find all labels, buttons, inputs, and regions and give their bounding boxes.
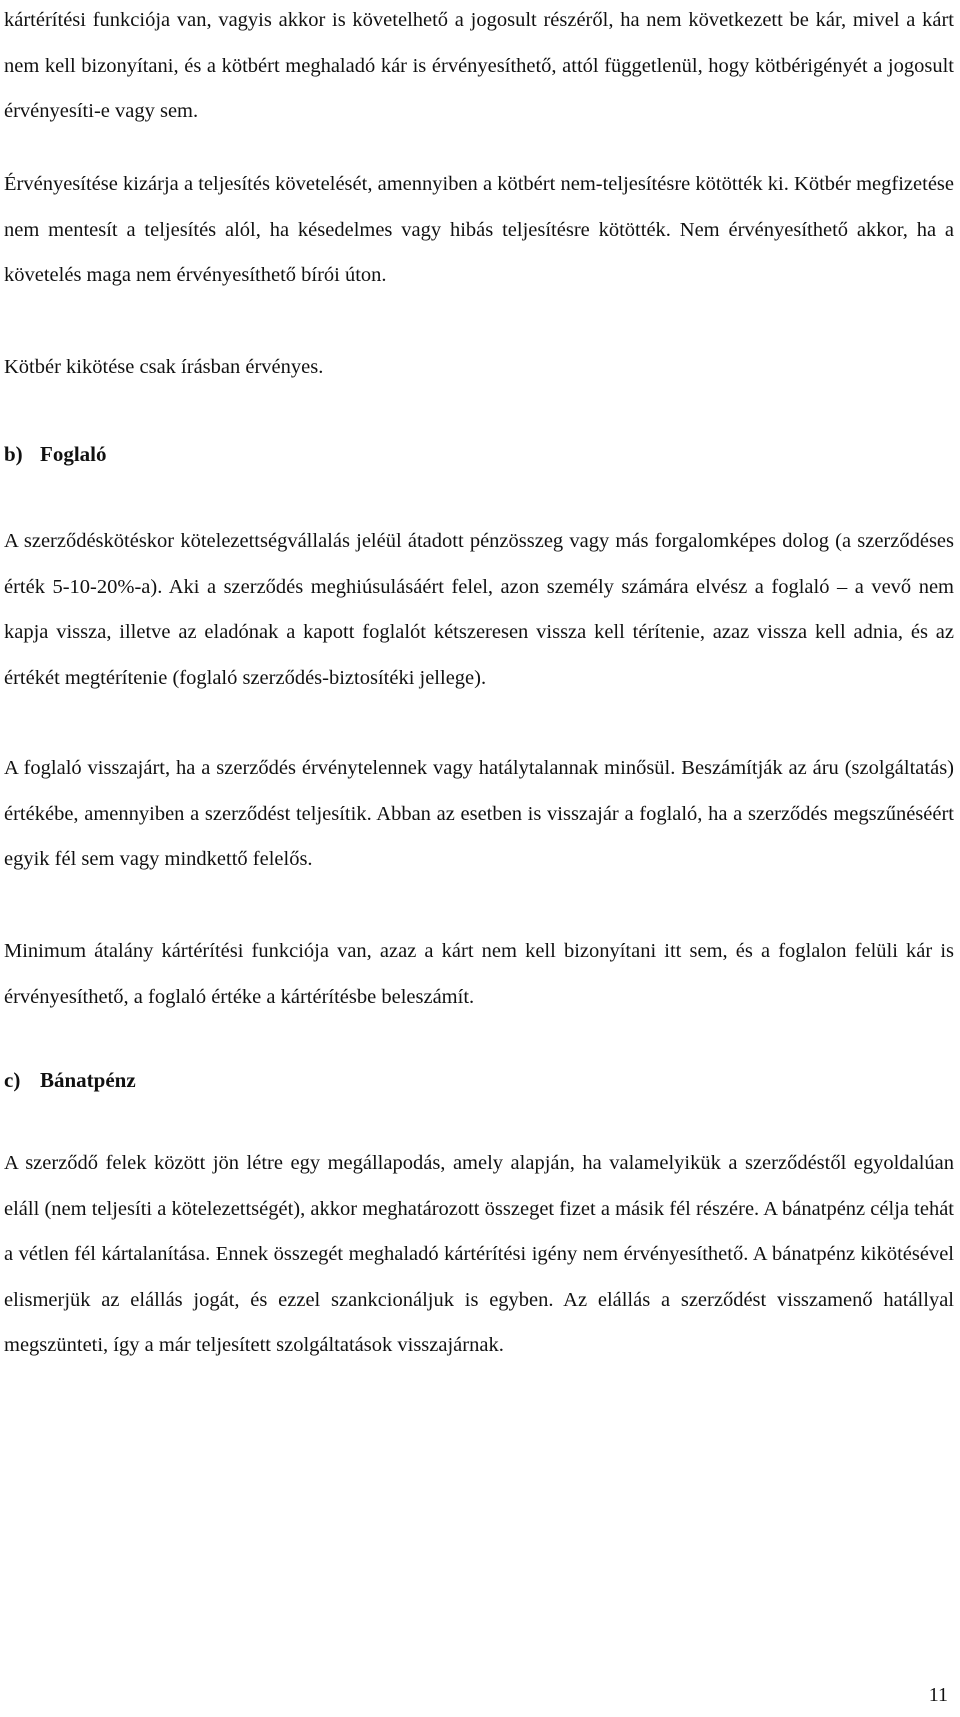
section-b-paragraph-2: A foglaló visszajárt, ha a szerződés érvénytelennek vagy hatálytalannak minősül. Beszámítják az áru (szolgáltatás) értékébe, amennyiben a szerződést teljesítik. Abban az esetben is visszajár a foglaló, ha a szerződés megszűnéséért egyik fél sem vagy mindkettő felelős. [4,757,954,870]
intro-paragraph-3: Kötbér kikötése csak írásban érvényes. [4,356,324,378]
section-c-paragraph-1: A szerződő felek között jön létre egy megállapodás, amely alapján, ha valamelyikük a szerződéstől egyoldalúan eláll (nem teljesíti a kötelezettségét), akkor meghatározott összeget fizet a másik fél részére. A bánatpénz célja tehát a vétlen fél kártalanítása. Ennek összegét meghaladó kártérítési igény nem érvényesíthető. A bánatpénz kikötésével elismerjük az elállás jogát, és ezzel szankcionáljuk is egyben. Az elállás a szerződést visszamenő hatállyal megszünteti, így a már teljesített szolgáltatások visszajárnak. [4,1152,954,1356]
intro-paragraph-2: Érvényesítése kizárja a teljesítés követelését, amennyiben a kötbért nem-teljesítésre kötötték ki. Kötbér megfizetése nem mentesít a teljesítés alól, ha késedelmes vagy hibás teljesítésre kötötték. Nem érvényesíthető akkor, ha a követelés maga nem érvényesíthető bírói úton. [4,173,954,286]
intro-paragraph-1: kártérítési funkciója van, vagyis akkor is követelhető a jogosult részéről, ha nem következett be kár, mivel a kárt nem kell bizonyítani, és a kötbért meghaladó kár is érvényesíthető, attól függetlenül, hogy kötbérigényét a jogosult érvényesíti-e vagy sem. [4,9,954,122]
section-c-title: Bánatpénz [40,1068,136,1092]
section-c-letter: c) [4,1068,21,1092]
section-b-paragraph-1: A szerződéskötéskor kötelezettségvállalás jeléül átadott pénzösszeg vagy más forgalomképes dolog (a szerződéses érték 5-10-20%-a). Aki a szerződés meghiúsulásáért felel, azon személy számára elvész a foglaló – a vevő nem kapja vissza, illetve az eladónak a kapott foglalót kétszeresen vissza kell térítenie, azaz vissza kell adnia, és az értékét megtérítenie (foglaló szerződés-biztosítéki jellege). [4,530,954,689]
section-c-heading [4,1067,136,1093]
section-b-title: Foglaló [40,442,107,466]
section-b-paragraph-3: Minimum átalány kártérítési funkciója van, azaz a kárt nem kell bizonyítani itt sem, és a foglalon felüli kár is érvényesíthető, a foglaló értéke a kártérítésbe beleszámít. [4,940,954,1008]
section-b-letter: b) [4,442,23,466]
page-number: 11 [928,1684,948,1706]
section-b-heading [4,441,107,467]
